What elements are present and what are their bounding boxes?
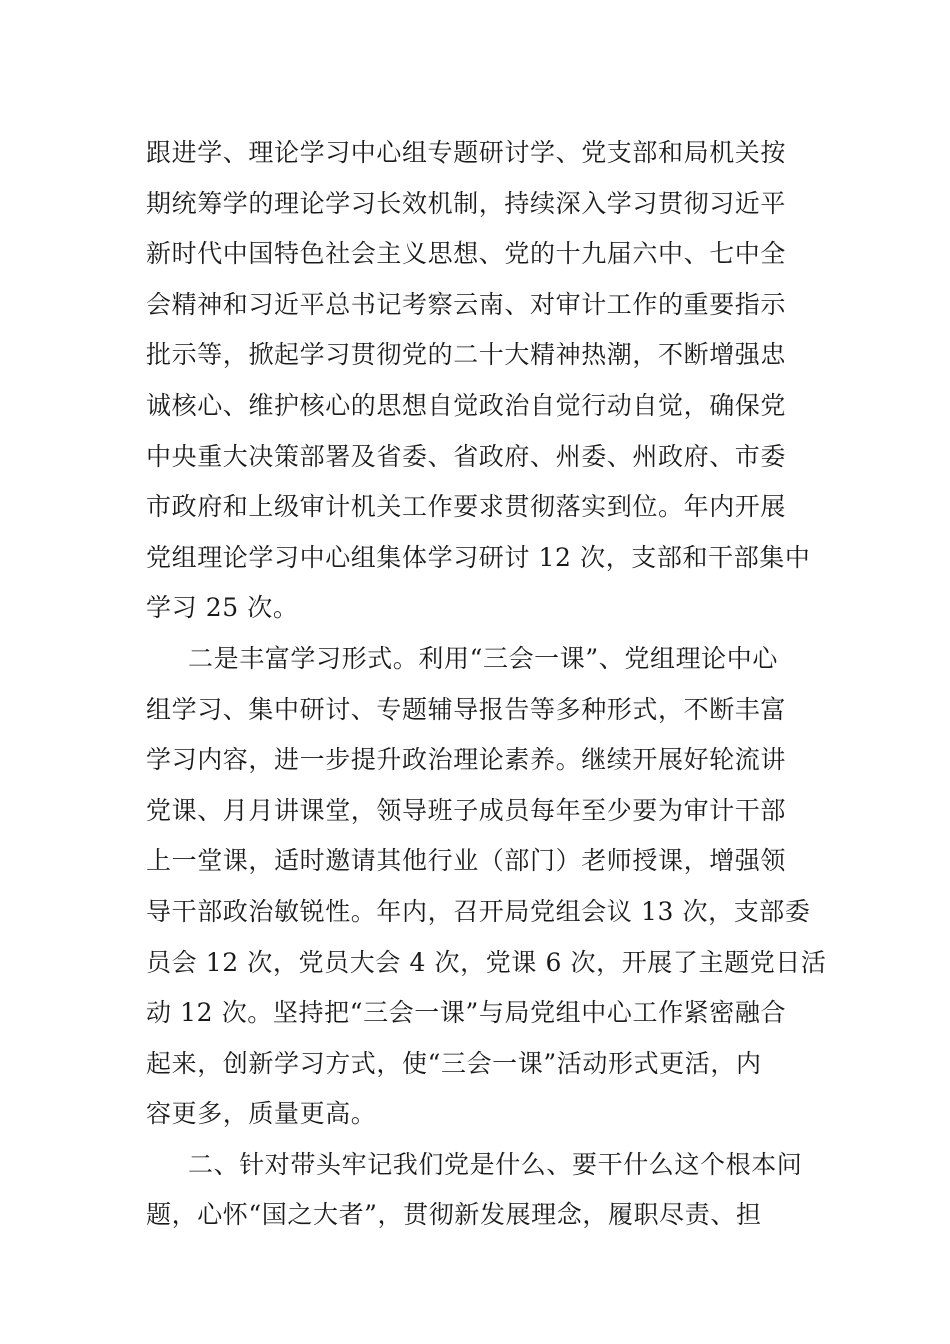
text-line: 党组理论学习中心组集体学习研讨 12 次，支部和干部集中 [146, 542, 811, 572]
text-line: 市政府和上级审计机关工作要求贯彻落实到位。年内开展 [146, 492, 787, 522]
text-line: 上一堂课，适时邀请其他行业（部门）老师授课，增强领 [146, 846, 787, 876]
paragraph-study-forms [146, 634, 827, 1140]
text-line: 起来，创新学习方式，使“三会一课”活动形式更活，内 [146, 1048, 762, 1078]
text-line: 组学习、集中研讨、专题辅导报告等多种形式，不断丰富 [146, 694, 787, 724]
text-line: 导干部政治敏锐性。年内，召开局党组会议 13 次，支部委 [146, 896, 811, 926]
text-line: 新时代中国特色社会主义思想、党的十九届六中、七中全 [146, 239, 787, 269]
text-line: 诚核心、维护核心的思想自觉政治自觉行动自觉，确保党 [146, 390, 787, 420]
text-line: 期统筹学的理论学习长效机制，持续深入学习贯彻习近平 [146, 188, 787, 218]
text-line: 批示等，掀起学习贯彻党的二十大精神热潮，不断增强忠 [146, 340, 787, 370]
text-line: 党课、月月讲课堂，领导班子成员每年至少要为审计干部 [146, 795, 787, 825]
text-line: 题，心怀“国之大者”，贯彻新发展理念，履职尽责、担 [146, 1200, 762, 1230]
paragraph-study-mechanism [146, 128, 816, 634]
paragraph-section-two-heading [146, 1140, 816, 1241]
text-line: 员会 12 次，党员大会 4 次，党课 6 次，开展了主题党日活 [146, 947, 827, 977]
document-body [146, 128, 827, 1241]
text-line: 跟进学、理论学习中心组专题研讨学、党支部和局机关按 [146, 138, 787, 167]
text-line: 中央重大决策部署及省委、省政府、州委、州政府、市委 [146, 441, 787, 471]
text-line: 二是丰富学习形式。利用“三会一课”、党组理论中心 [188, 643, 778, 673]
text-line: 学习内容，进一步提升政治理论素养。继续开展好轮流讲 [146, 745, 787, 775]
text-line: 学习 25 次。 [146, 593, 299, 623]
text-line: 二、针对带头牢记我们党是什么、要干什么这个根本问 [188, 1149, 803, 1179]
text-line: 动 12 次。坚持把“三会一课”与局党组中心工作紧密融合 [146, 998, 787, 1028]
text-line: 会精神和习近平总书记考察云南、对审计工作的重要指示 [146, 289, 787, 319]
text-line: 容更多，质量更高。 [146, 1099, 377, 1129]
